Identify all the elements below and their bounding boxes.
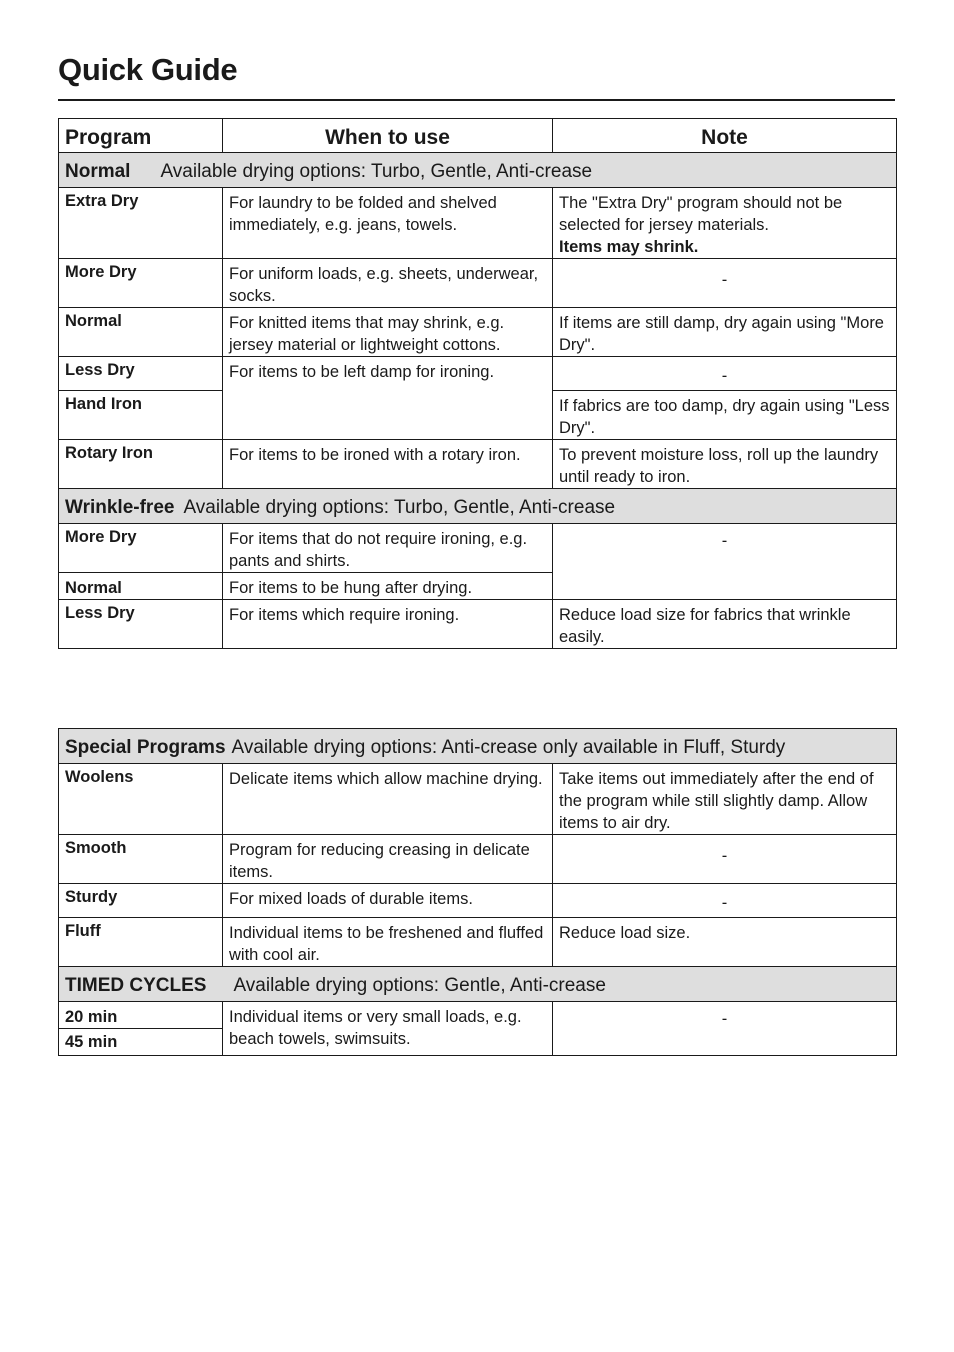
program-name: Extra Dry xyxy=(59,188,223,259)
section-wrinkle-free xyxy=(59,489,897,524)
program-name: Hand Iron xyxy=(59,391,223,440)
note: If fabrics are too damp, dry again using "Less Dry". xyxy=(553,391,897,440)
table-row xyxy=(59,524,897,573)
programs-table-1 xyxy=(58,118,897,649)
section-name: Wrinkle-free xyxy=(65,497,175,518)
header-note: Note xyxy=(553,119,897,153)
table-row xyxy=(59,884,897,918)
note: - xyxy=(553,884,897,918)
program-name: Rotary Iron xyxy=(59,440,223,489)
section-options: Available drying options: Gentle, Anti-crease xyxy=(233,975,606,996)
note: Reduce load size. xyxy=(553,918,897,967)
section-normal xyxy=(59,153,897,188)
table-row xyxy=(59,835,897,884)
section-timed-cycles xyxy=(59,967,897,1002)
section-name: TIMED CYCLES xyxy=(65,975,207,996)
section-options: Available drying options: Turbo, Gentle, Anti-crease xyxy=(183,497,616,518)
table-row xyxy=(59,1002,897,1029)
when-to-use: For laundry to be folded and shelved immediately, e.g. jeans, towels. xyxy=(223,188,553,259)
program-name: Normal xyxy=(59,573,223,600)
note: - xyxy=(553,259,897,308)
program-name: Woolens xyxy=(59,764,223,835)
note: To prevent moisture loss, roll up the laundry until ready to iron. xyxy=(553,440,897,489)
header-program: Program xyxy=(59,119,223,153)
program-name: More Dry xyxy=(59,259,223,308)
note-text: The "Extra Dry" program should not be selected for jersey materials. xyxy=(559,194,843,234)
section-options: Available drying options: Anti-crease only available in Fluff, Sturdy xyxy=(231,737,786,758)
table-header-row xyxy=(59,119,897,153)
when-to-use: For items to be left damp for ironing. xyxy=(223,357,553,440)
table-row xyxy=(59,357,897,391)
table-row xyxy=(59,308,897,357)
table-row xyxy=(59,440,897,489)
program-name: 20 min xyxy=(59,1002,223,1029)
note: - xyxy=(553,835,897,884)
table-row xyxy=(59,259,897,308)
note: Take items out immediately after the end of the program while still slightly damp. Allow items to air dry. xyxy=(553,764,897,835)
note: Reduce load size for fabrics that wrinkle easily. xyxy=(553,600,897,649)
program-name: Sturdy xyxy=(59,884,223,918)
when-to-use: For items that do not require ironing, e.g. pants and shirts. xyxy=(223,524,553,573)
when-to-use: For uniform loads, e.g. sheets, underwear, socks. xyxy=(223,259,553,308)
when-to-use: Individual items or very small loads, e.g. beach towels, swimsuits. xyxy=(223,1002,553,1056)
section-name: Special Programs xyxy=(65,737,226,758)
program-name: Normal xyxy=(59,308,223,357)
when-to-use: Individual items to be freshened and fluffed with cool air. xyxy=(223,918,553,967)
page-title: Quick Guide xyxy=(58,52,238,87)
title-divider xyxy=(58,99,895,101)
note-warning: Items may shrink. xyxy=(559,238,699,256)
when-to-use: For items to be hung after drying. xyxy=(223,573,553,600)
note: - xyxy=(553,524,897,600)
program-name: Less Dry xyxy=(59,600,223,649)
note xyxy=(553,188,897,259)
program-name: 45 min xyxy=(59,1029,223,1056)
section-options: Available drying options: Turbo, Gentle, Anti-crease xyxy=(160,161,593,182)
program-name: More Dry xyxy=(59,524,223,573)
when-to-use: For mixed loads of durable items. xyxy=(223,884,553,918)
programs-table-2 xyxy=(58,728,897,1056)
note: - xyxy=(553,357,897,391)
section-special-programs xyxy=(59,729,897,764)
when-to-use: Delicate items which allow machine drying. xyxy=(223,764,553,835)
section-name: Normal xyxy=(65,161,131,182)
note: - xyxy=(553,1002,897,1056)
table-row xyxy=(59,764,897,835)
header-when-to-use: When to use xyxy=(223,119,553,153)
table-row xyxy=(59,600,897,649)
note: If items are still damp, dry again using "More Dry". xyxy=(553,308,897,357)
when-to-use: Program for reducing creasing in delicate items. xyxy=(223,835,553,884)
when-to-use: For items to be ironed with a rotary iron. xyxy=(223,440,553,489)
table-row xyxy=(59,918,897,967)
program-name: Fluff xyxy=(59,918,223,967)
program-name: Less Dry xyxy=(59,357,223,391)
when-to-use: For items which require ironing. xyxy=(223,600,553,649)
program-name: Smooth xyxy=(59,835,223,884)
table-row xyxy=(59,188,897,259)
when-to-use: For knitted items that may shrink, e.g. jersey material or lightweight cottons. xyxy=(223,308,553,357)
